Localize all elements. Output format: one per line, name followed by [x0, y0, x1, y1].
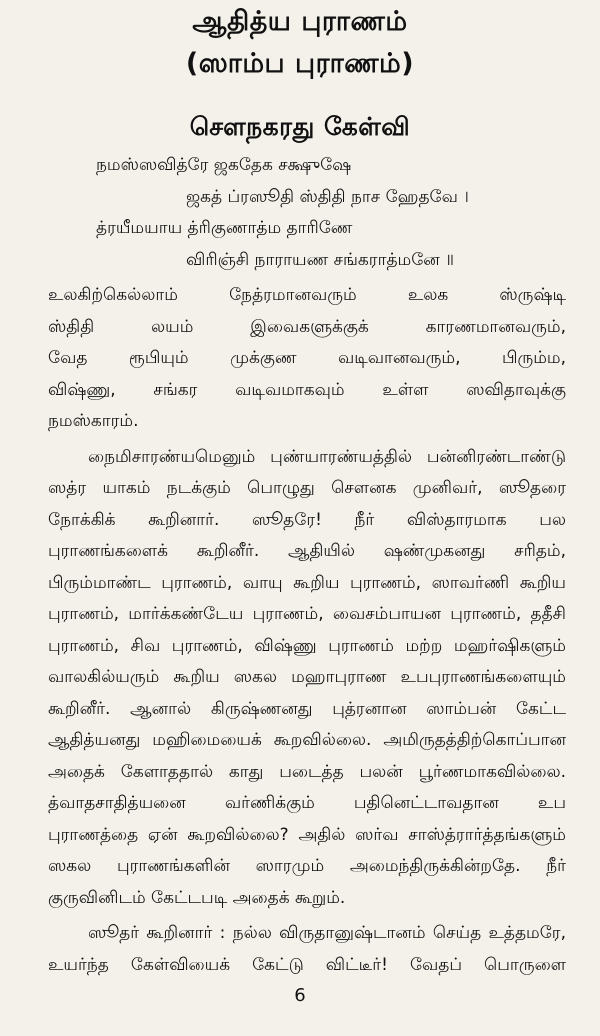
verse-line: த்ரயீமயாய த்ரிகுணாத்ம தாரிணே — [96, 218, 353, 238]
paragraph-line: வாலகில்யரும் கூறிய ஸகல மஹாபுராண உபபுராணங்களையும் — [48, 667, 566, 687]
meaning-line: விஷ்ணு, சங்கர வடிவமாகவும் உள்ள ஸவிதாவுக்கு — [48, 379, 566, 400]
page-subtitle: (ஸாம்ப புராணம்) — [185, 48, 415, 79]
meaning-line: வேத ரூபியும் முக்குண வடிவானவரும், பிரும்ம, — [48, 348, 566, 368]
verse-line: நமஸ்ஸவித்ரே ஜகதேக சக்ஷுஷே — [96, 155, 352, 175]
paragraph-line: ஸூதர் கூறினார் : நல்ல விருதானுஷ்டானம் செய்த உத்தமரே, — [88, 923, 566, 943]
paragraph-line: உயர்ந்த கேள்வியைக் கேட்டு விட்டீர்! வேதப் பொருளை — [48, 954, 566, 975]
paragraph-line: ஸகல புராணங்களின் ஸாரமும் அமைந்திருக்கின்றதே. நீர் — [48, 856, 566, 876]
paragraph-line: கூறினீர். ஆனால் கிருஷ்ணனது புத்ரனான ஸாம்பன் கேட்ட — [48, 698, 566, 719]
verse-line: விரிஞ்சி நாராயண சங்கராத்மனே ॥ — [186, 249, 455, 270]
meaning-line: உலகிற்கெல்லாம் நேத்ரமானவரும் உலக ஸ்ருஷ்டி — [48, 285, 566, 305]
paragraph-line: நைமிசாரண்யமெனும் புண்யாரண்யத்தில் பன்னிரண்டாண்டு — [88, 446, 566, 467]
page-title: ஆதித்ய புராணம் — [192, 6, 408, 37]
meaning-line: நமஸ்காரம். — [48, 411, 139, 431]
paragraph-line: பிரும்மாண்ட புராணம், வாயு கூறிய புராணம், ஸாவர்ணி கூறிய — [48, 572, 566, 593]
page-number: 6 — [294, 985, 306, 1006]
paragraph-line: புராணத்தை ஏன் கூறவில்லை? அதில் ஸர்வ சாஸ்த்ரார்த்தங்களும் — [48, 824, 566, 845]
paragraph-line: ஆதித்யனது மஹிமையைக் கூறவில்லை. அமிருதத்திற்கொப்பான — [48, 730, 566, 750]
section-heading: சௌநகரது கேள்வி — [189, 112, 411, 141]
paragraph-line: புராணங்களைக் கூறினீர். ஆதியில் ஷண்முகனது சரிதம், — [48, 541, 566, 561]
paragraph-line: ஸத்ர யாகம் நடக்கும் பொழுது சௌனக முனிவர், ஸூதரை — [48, 478, 566, 498]
paragraph-line: புராணம், மார்க்கண்டேய புராணம், வைசம்பாயன புராணம், ததீசி — [48, 604, 566, 624]
paragraph-line: அதைக் கேளாததால் காது படைத்த பலன் பூர்ணமாகவில்லை. — [48, 761, 566, 782]
paragraph-line: புராணம், சிவ புராணம், விஷ்ணு புராணம் மற்ற மஹர்ஷிகளும் — [48, 635, 566, 656]
paragraph-line: நோக்கிக் கூறினார். ஸூதரே! நீர் விஸ்தாரமாக பல — [48, 509, 566, 530]
meaning-line: ஸ்திதி லயம் இவைகளுக்குக் காரணமானவரும், — [48, 316, 566, 337]
paragraph-line: குருவினிடம் கேட்டபடி அதைக் கூறும். — [48, 887, 346, 908]
paragraph-line: த்வாதசாதித்யனை வர்ணிக்கும் பதினெட்டாவதான உப — [48, 793, 566, 813]
verse-line: ஜகத் ப்ரஸூதி ஸ்திதி நாச ஹேதவே । — [186, 186, 469, 207]
